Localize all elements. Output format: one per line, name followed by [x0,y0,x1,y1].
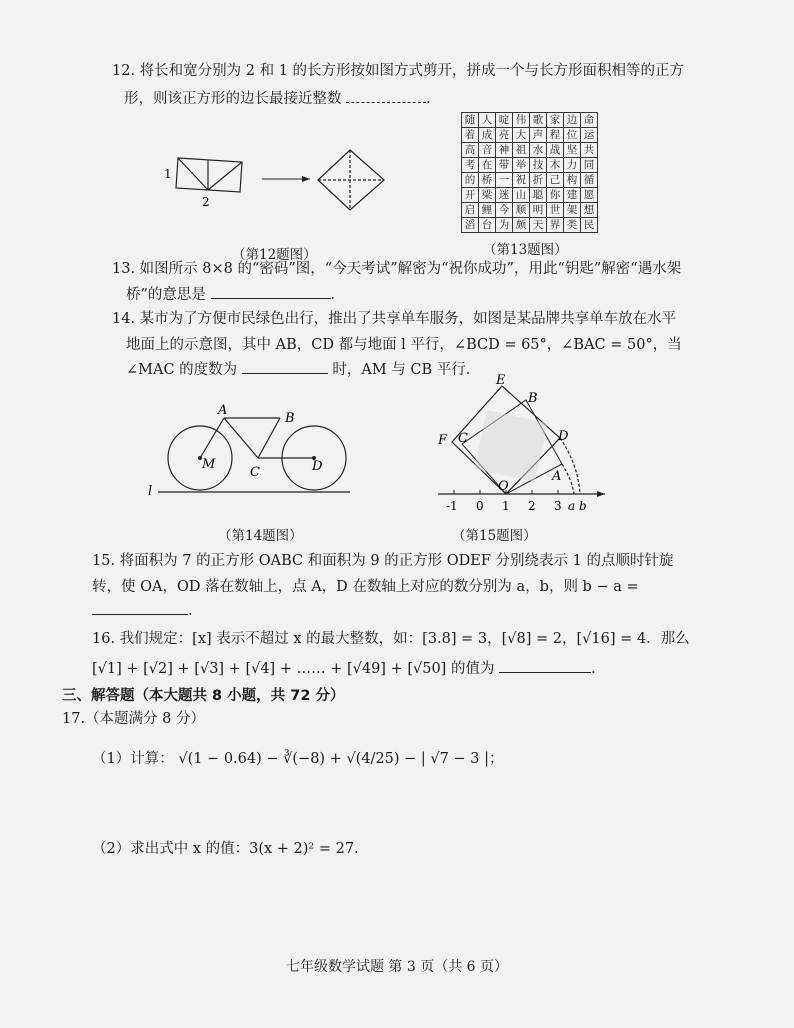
grid-cell: 战 [547,143,564,158]
grid-cell: 开 [462,188,479,203]
q16-answer-blank[interactable] [499,672,591,673]
grid-cell: 着 [462,128,479,143]
grid-cell: 在 [479,158,496,173]
q17-title: 17.（本题满分 8 分） [62,711,206,727]
grid-cell: 想 [581,203,598,218]
fig14-segment-AC [224,418,258,458]
grid-cell: 音 [479,143,496,158]
fig15-label-D: D [558,429,569,444]
q12-line2: 形，则该正方形的边长最接近整数 ． [124,91,441,107]
q13-line1: 13. 如图所示 8×8 的“密码”图，“今天考试”解密为“祝你成功”，用此“钥匙”解密“遇水架 [112,261,682,277]
q17-part1 [92,746,712,772]
grid-cell: 力 [564,158,581,173]
fig12-label-2: 2 [202,195,210,209]
grid-cell: 坚 [564,143,581,158]
fig15-tick-3: 3 [554,499,562,513]
fig14-segment-BC [258,418,280,458]
q17-part2: （2）求出式中 x 的值：3(x + 2)² = 27. [92,841,359,857]
grid-cell: 考 [462,158,479,173]
q12-text: 形，则该正方形的边长最接近整数 [124,91,342,107]
grid-cell: 边 [564,113,581,128]
grid-cell: 为 [496,218,513,233]
grid-cell: 迷 [496,188,513,203]
grid-row [462,143,598,158]
grid-cell: 一 [496,173,513,188]
grid-cell: 祖 [513,143,530,158]
fig15-tick-1: 1 [502,499,510,513]
q12-answer-blank[interactable] [346,102,426,103]
grid-cell: 家 [547,113,564,128]
grid-row [462,128,598,143]
fig15-tick-0: 0 [476,499,484,513]
grid-cell: 建 [564,188,581,203]
grid-cell: 随 [462,113,479,128]
grid-cell: 构 [564,173,581,188]
grid-cell: 技 [530,158,547,173]
grid-cell: 歌 [530,113,547,128]
grid-row [462,203,598,218]
grid-cell: 今 [496,203,513,218]
grid-cell: 滔 [462,218,479,233]
grid-cell: 程 [547,128,564,143]
fig14-label-l: l [148,484,153,499]
grid-cell: 梁 [479,188,496,203]
grid-cell: 顺 [513,203,530,218]
grid-cell: 成 [479,128,496,143]
fig14-segment-AM [200,418,224,458]
grid-cell: 位 [564,128,581,143]
grid-cell: 同 [581,158,598,173]
fig15-label-C: C [458,431,468,446]
grid-cell: 类 [564,218,581,233]
grid-cell: 声 [530,128,547,143]
q16-text: [√1] + [√2] + [√3] + [√4] + …… + [√49] + [√50] 的值为 [92,661,495,677]
fig15-label-A: A [552,469,562,484]
grid-cell: 界 [547,218,564,233]
grid-cell: 启 [462,203,479,218]
grid-cell: 民 [581,218,598,233]
q14-answer-blank[interactable] [242,373,328,374]
grid-cell: 带 [496,158,513,173]
grid-row [462,218,598,233]
grid-cell: 天 [530,218,547,233]
fig15-caption: （第15题图） [452,528,537,544]
grid-cell: 啶 [496,113,513,128]
grid-row [462,113,598,128]
q16-period: ． [591,661,606,677]
fig14-label-B: B [285,411,295,426]
q13-answer-blank[interactable] [211,298,331,299]
figure-15 [430,372,620,517]
q15-answer-blank[interactable] [92,614,188,615]
grid-cell: 神 [496,143,513,158]
grid-cell: 循 [581,173,598,188]
grid-cell: 举 [513,158,530,173]
grid-cell: 折 [530,173,547,188]
q16-line2 [92,656,712,682]
fig12-label-1: 1 [164,167,172,181]
fig15-tick-2: 2 [528,499,536,513]
fig14-label-D: D [312,459,323,474]
q15-line2: 转，使 OA，OD 落在数轴上，点 A，D 在数轴上对应的数分别为 a，b，则 b − a = [92,579,639,595]
fig15-label-E: E [496,373,506,388]
q13-text: 桥”的意思是 [126,287,206,303]
q14-text-b: 时，AM 与 CB 平行． [332,362,481,378]
grid-cell: 明 [530,203,547,218]
grid-row [462,188,598,203]
q14-line1: 14. 某市为了方便市民绿色出行，推出了共享单车服务，如图是某品牌共享单车放在水平 [112,311,677,327]
q14-text-a: ∠MAC 的度数为 [126,362,238,378]
grid-cell: 运 [581,128,598,143]
q17-part1-label: （1）计算： [92,751,174,767]
grid-cell: 你 [547,188,564,203]
q12-line1: 12. 将长和宽分别为 2 和 1 的长方形按如图方式剪开，拼成一个与长方形面积相等的正方 [112,63,685,79]
q17-part1-expression: √(1 − 0.64) − ∛(−8) + √(4/25) − | √7 − 3 |； [178,751,504,767]
grid-cell: 亮 [496,128,513,143]
q15-line3: ． [92,598,692,624]
grid-cell: 桥 [479,173,496,188]
grid-cell: 颇 [513,218,530,233]
q15-line1: 15. 将面积为 7 的正方形 OABC 和面积为 9 的正方形 ODEF 分别绕表示 1 的点顺时针旋 [92,553,674,569]
grid-cell: 木 [547,158,564,173]
grid-cell: 的 [462,173,479,188]
grid-cell: 台 [479,218,496,233]
grid-cell: 山 [513,188,530,203]
grid-cell: 己 [547,173,564,188]
grid-cell: 祝 [513,173,530,188]
fig14-label-M: M [202,457,216,472]
grid-cell: 大 [513,128,530,143]
q13-line2: 桥”的意思是 ． [126,287,346,303]
fig12-square [318,150,384,210]
q14-line2: 地面上的示意图，其中 AB，CD 都与地面 l 平行，∠BCD = 65°，∠BAC = 50°，当 [126,337,682,353]
grid-row [462,158,598,173]
grid-cell: 水 [530,143,547,158]
grid-cell: 高 [462,143,479,158]
grid-cell: 鲤 [479,203,496,218]
figure-14 [140,400,370,505]
grid-cell: 愿 [581,188,598,203]
fig15-tick-neg1: -1 [446,499,458,513]
grid-cell: 世 [547,203,564,218]
fig13-caption: （第13题图） [483,242,568,258]
grid-row [462,173,598,188]
figure-12 [150,148,400,228]
figure-13-grid [461,112,598,233]
fig15-label-B: B [528,391,538,406]
fig15-label-F: F [438,433,448,448]
fig14-label-C: C [250,465,260,480]
grid-cell: 伟 [513,113,530,128]
fig15-label-ab: a b [568,499,587,513]
grid-cell: 架 [564,203,581,218]
page-footer: 七年级数学试题 第 3 页（共 6 页） [285,959,509,975]
fig14-label-A: A [218,403,228,418]
grid-cell: 共 [581,143,598,158]
fig12-rectangle [176,158,242,192]
grid-cell: 人 [479,113,496,128]
fig14-caption: （第14题图） [218,528,303,544]
fig15-label-O: O [498,479,509,494]
grid-cell: 命 [581,113,598,128]
q14-line3 [126,357,726,383]
section-3-heading: 三、解答题（本大题共 8 小题，共 72 分） [62,688,345,704]
fig12-caption: （第12题图） [232,247,317,263]
q16-line1: 16. 我们规定：[x] 表示不超过 x 的最大整数，如：[3.8] = 3，[√8] = 2，[√16] = 4．那么 [92,631,690,647]
grid-cell: 聪 [530,188,547,203]
